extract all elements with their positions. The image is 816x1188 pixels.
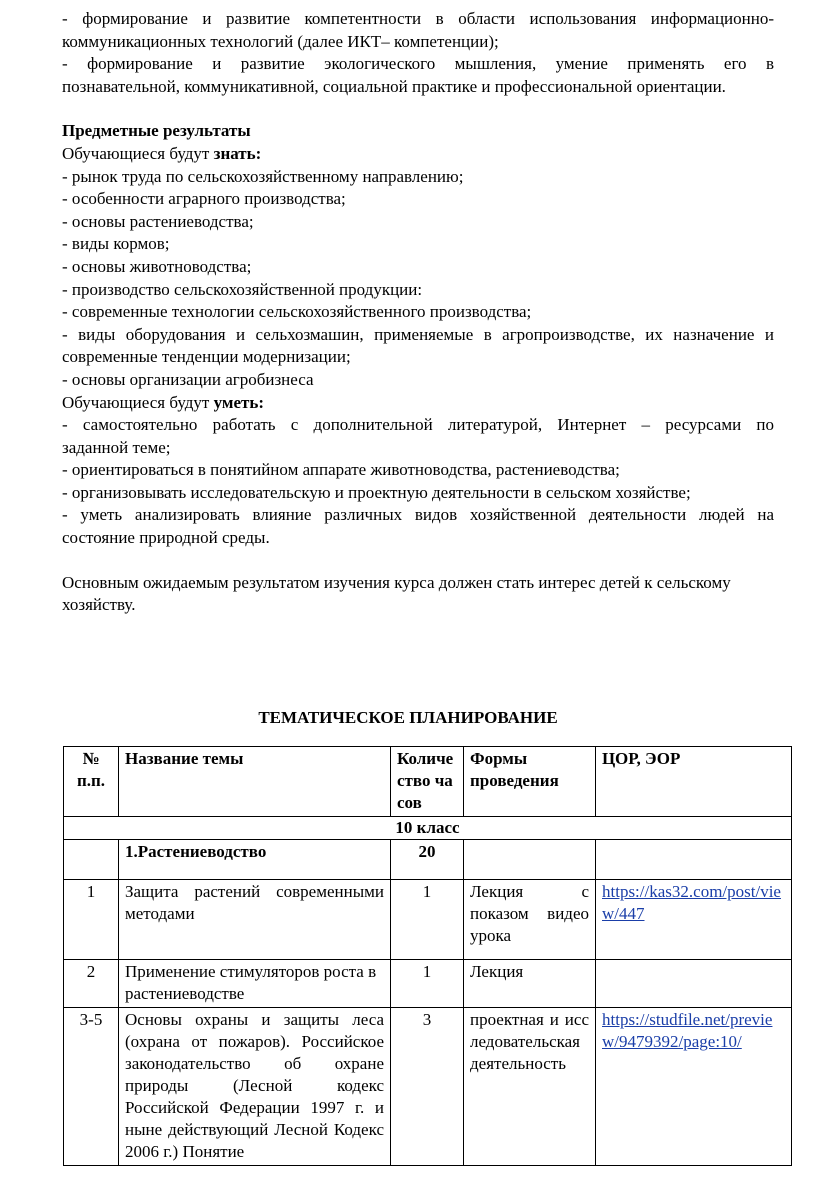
know-word: знать: xyxy=(213,143,262,163)
know-item: - рынок труда по сельскохозяйственному направлению; xyxy=(62,166,464,186)
able-item: состояние природной среды. xyxy=(62,528,270,548)
row-num: 1 xyxy=(64,880,119,960)
know-item: - виды кормов; xyxy=(62,234,170,254)
able-intro xyxy=(62,392,774,415)
resource-link[interactable]: https://studfile.net/preview/9479392/page:10/ xyxy=(602,1010,773,1051)
row-resource xyxy=(596,1008,792,1166)
header-topic: Название темы xyxy=(119,747,391,817)
able-item: - уметь анализировать влияние различных видов хозяйственной деятельности людей на xyxy=(62,505,774,525)
row-form: Лекция с показом видео урока xyxy=(464,880,596,960)
plan-title: ТЕМАТИЧЕСКОЕ ПЛАНИРОВАНИЕ xyxy=(258,708,558,727)
able-word: уметь: xyxy=(213,392,265,412)
plan-table xyxy=(63,746,792,1166)
intro-line-3: - формирование и развитие экологического мышления, умение применять его в xyxy=(62,54,774,74)
section-resources xyxy=(596,840,792,880)
section-forms xyxy=(464,840,596,880)
header-num: № п.п. xyxy=(64,747,119,817)
header-hours: Количество часов xyxy=(391,747,464,817)
row-hours: 1 xyxy=(391,960,464,1008)
able-item: - организовывать исследовательскую и проектную деятельности в сельском хозяйстве; xyxy=(62,482,691,502)
row-form: проектная и исследовательская деятельность xyxy=(464,1008,596,1166)
row-resource xyxy=(596,880,792,960)
know-item: - виды оборудования и сельхозмашин, применяемые в агропроизводстве, их назначение и xyxy=(62,324,774,344)
header-forms: Формы проведения xyxy=(464,747,596,817)
section-num xyxy=(64,840,119,880)
know-item: - основы организации агробизнеса xyxy=(62,369,314,389)
intro-line-4: познавательной, коммуникативной, социальной практике и профессиональной ориентации. xyxy=(62,76,726,96)
table-row xyxy=(64,960,792,1008)
section-hours: 20 xyxy=(391,840,464,880)
table-header-row xyxy=(64,747,792,817)
able-prefix: Обучающиеся будут xyxy=(62,392,214,412)
section-name: 1.Растениеводство xyxy=(119,840,391,880)
row-topic: Защита растений современными методами xyxy=(119,880,391,960)
row-topic: Применение стимуляторов роста в растениеводстве xyxy=(119,960,391,1008)
resource-link[interactable]: https://kas32.com/post/view/447 xyxy=(602,882,781,923)
table-row xyxy=(64,880,792,960)
know-item: - основы животноводства; xyxy=(62,256,252,276)
document-page xyxy=(62,8,774,617)
know-prefix: Обучающиеся будут xyxy=(62,143,214,163)
row-topic: Основы охраны и защиты леса (охрана от пожаров). Российское законодательство об охране природы (Лесной кодекс Российской Федерации 1997 г. и ныне действующий Лесной Кодекс 2006 г.) Понятие xyxy=(119,1008,391,1166)
able-item: - самостоятельно работать с дополнительной литературой, Интернет – ресурсами по xyxy=(62,415,774,435)
row-num: 3-5 xyxy=(64,1008,119,1166)
know-item: - особенности аграрного производства; xyxy=(62,189,346,209)
row-form: Лекция xyxy=(464,960,596,1008)
expected-result-line: хозяйству. xyxy=(62,595,136,615)
subject-results-heading: Предметные результаты xyxy=(62,121,251,141)
know-item: современные тенденции модернизации; xyxy=(62,347,351,367)
row-hours: 3 xyxy=(391,1008,464,1166)
know-item: - современные технологии сельскохозяйственного производства; xyxy=(62,302,532,322)
expected-result-line: Основным ожидаемым результатом изучения курса должен стать интерес детей к сельскому xyxy=(62,572,731,592)
row-num: 2 xyxy=(64,960,119,1008)
table-row xyxy=(64,1008,792,1166)
know-intro xyxy=(62,143,774,166)
know-item: - основы растениеводства; xyxy=(62,211,254,231)
section-row xyxy=(64,840,792,880)
grade-row xyxy=(64,817,792,840)
row-hours: 1 xyxy=(391,880,464,960)
able-item: - ориентироваться в понятийном аппарате животноводства, растениеводства; xyxy=(62,460,620,480)
intro-line-1: - формирование и развитие компетентности в области использования информационно- xyxy=(62,9,774,28)
row-resource xyxy=(596,960,792,1008)
know-item: - производство сельскохозяйственной продукции: xyxy=(62,279,423,299)
grade-label: 10 класс xyxy=(64,817,792,840)
header-resources: ЦОР, ЭОР xyxy=(596,747,792,817)
intro-line-2: коммуникационных технологий (далее ИКТ– компетенции); xyxy=(62,31,499,51)
able-item: заданной теме; xyxy=(62,437,171,457)
